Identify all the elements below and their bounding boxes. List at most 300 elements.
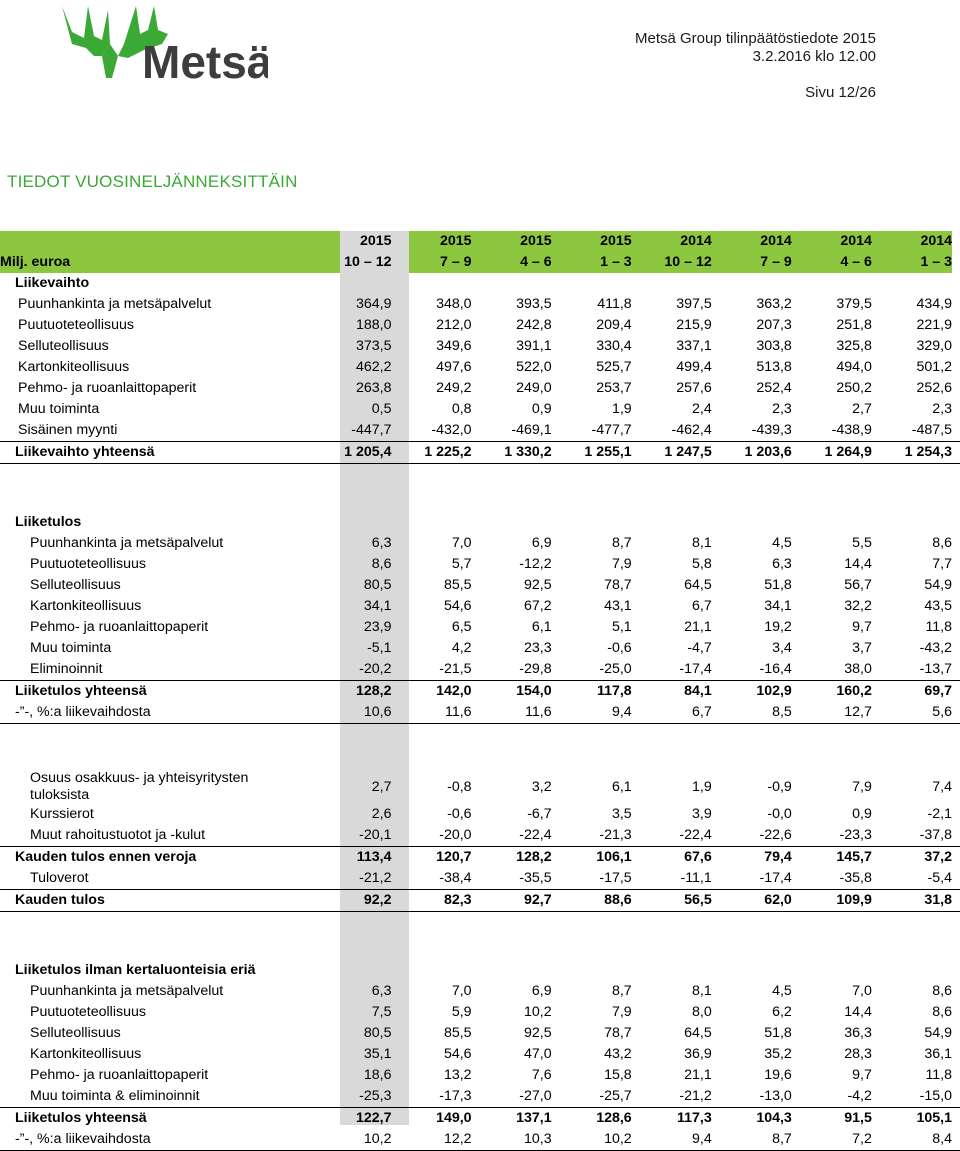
spacer-cell (0, 464, 960, 513)
document-date: 3.2.2016 klo 12.00 (752, 48, 876, 65)
value-cell: 21,1 (684, 619, 712, 635)
value-cell: -0,9 (767, 778, 792, 795)
value-cell: 2,3 (932, 401, 952, 417)
value-cell: 6,7 (692, 598, 712, 614)
value-cell: 188,0 (356, 317, 392, 333)
value-cell: 54,9 (924, 1025, 952, 1041)
value-cell: 8,1 (692, 535, 712, 551)
value-cell: 411,8 (597, 296, 632, 312)
value-cell: 501,2 (916, 359, 952, 375)
value-cell: -5,1 (367, 640, 392, 656)
row-label: Puutuoteteollisuus (30, 556, 146, 572)
value-cell: 43,5 (924, 598, 952, 614)
total-value: 122,7 (332, 1108, 400, 1130)
value-cell: 2,7 (371, 778, 392, 795)
value-cell: -0,0 (767, 806, 792, 822)
value-cell: -22,4 (679, 827, 712, 843)
total-value: 88,6 (560, 890, 640, 912)
value-cell: 212,0 (436, 317, 472, 333)
total-value: 117,3 (640, 1108, 720, 1130)
total-value: 1 254,3 (880, 442, 960, 464)
value-cell: -439,3 (751, 422, 792, 438)
value-cell: -20,0 (439, 827, 472, 843)
value-cell: 7,0 (852, 983, 872, 999)
value-cell: 5,1 (611, 619, 632, 635)
value-cell: 23,9 (363, 619, 392, 635)
table-row (0, 533, 960, 554)
quarter-header: 10 – 12 (344, 254, 392, 270)
total-label: Liiketulos yhteensä (0, 681, 332, 703)
table-row (0, 617, 960, 638)
value-cell: 4,2 (451, 640, 472, 656)
table-row (0, 770, 960, 804)
value-cell: 434,9 (916, 296, 952, 312)
value-cell: 4,5 (772, 535, 792, 551)
value-cell: 3,7 (852, 640, 872, 656)
row-label: Kurssierot (30, 806, 94, 822)
value-cell: 4,5 (772, 983, 792, 999)
value-cell: 36,3 (844, 1025, 872, 1041)
value-cell: 8,7 (611, 535, 632, 551)
row-label: Muu toiminta & eliminoinnit (30, 1088, 200, 1104)
value-cell: 6,9 (531, 535, 552, 551)
total-label: -”-, %:a liikevaihdosta (0, 1129, 332, 1151)
value-cell: 92,5 (524, 577, 552, 593)
value-cell: 6,3 (371, 535, 392, 551)
value-cell: 221,9 (916, 317, 952, 333)
value-cell: 6,3 (371, 983, 392, 999)
value-cell: 3,4 (772, 640, 792, 656)
block-title: Liiketulos ilman kertaluonteisia eriä (15, 962, 256, 978)
value-cell: -4,7 (687, 640, 712, 656)
spacer-cell (0, 912, 960, 961)
spacer-row (0, 912, 960, 961)
value-cell: -21,5 (439, 661, 472, 677)
value-cell: 215,9 (676, 317, 712, 333)
row-label: Muu toiminta (18, 401, 100, 417)
row-label: Sisäinen myynti (18, 422, 118, 438)
total-value: 109,9 (800, 890, 880, 912)
value-cell: -22,6 (759, 827, 792, 843)
quarter-header: 10 – 12 (664, 254, 712, 270)
value-cell: 364,9 (356, 296, 392, 312)
total-value: 9,4 (640, 1129, 720, 1151)
value-cell: 209,4 (596, 317, 632, 333)
quarter-header: 1 – 3 (600, 254, 632, 270)
row-label: Pehmo- ja ruoanlaittopaperit (30, 1067, 209, 1083)
value-cell: 8,6 (932, 1004, 952, 1020)
value-cell: 7,9 (611, 556, 632, 572)
value-cell: 5,5 (852, 535, 872, 551)
total-value: 142,0 (400, 681, 480, 703)
value-cell: 0,5 (371, 401, 392, 417)
value-cell: 1,9 (611, 401, 632, 417)
value-cell: 19,2 (764, 619, 792, 635)
value-cell: 2,7 (852, 401, 872, 417)
value-cell: 391,1 (516, 338, 552, 354)
value-cell: -0,6 (447, 806, 472, 822)
total-value: 12,7 (800, 702, 880, 724)
value-cell: 28,3 (844, 1046, 872, 1062)
value-cell: -17,4 (679, 661, 712, 677)
value-cell: -0,8 (447, 778, 472, 795)
value-cell: -15,0 (919, 1088, 952, 1104)
value-cell: 0,9 (531, 401, 552, 417)
total-value: 31,8 (880, 890, 960, 912)
value-cell: -477,7 (591, 422, 632, 438)
value-cell: 34,1 (363, 598, 392, 614)
value-cell: 252,4 (756, 380, 792, 396)
value-cell: 5,9 (451, 1004, 472, 1020)
value-cell: 38,0 (844, 661, 872, 677)
total-value: -11,1 (680, 870, 712, 886)
total-value: 11,6 (400, 702, 480, 724)
total-value: 37,2 (880, 847, 960, 869)
row-label: Pehmo- ja ruoanlaittopaperit (30, 619, 209, 635)
total-value: 154,0 (480, 681, 560, 703)
moose-antler-icon (58, 4, 268, 84)
total-value: 10,2 (332, 1129, 400, 1151)
document-header (635, 30, 876, 102)
value-cell: -4,2 (847, 1088, 872, 1104)
total-value: 1 205,4 (332, 442, 400, 464)
total-row (0, 702, 960, 724)
value-cell: 7,7 (932, 556, 952, 572)
value-cell: 9,7 (852, 619, 872, 635)
total-label: Liiketulos yhteensä (0, 1108, 332, 1130)
value-cell: 8,6 (371, 556, 392, 572)
value-cell: 0,9 (852, 806, 872, 822)
year-header: 2015 (520, 233, 552, 249)
total-row (0, 847, 960, 869)
value-cell: -13,7 (919, 661, 952, 677)
value-cell: 67,2 (524, 598, 552, 614)
table-row (0, 378, 960, 399)
value-cell: 80,5 (363, 577, 392, 593)
value-cell: 80,5 (363, 1025, 392, 1041)
total-value: 6,7 (640, 702, 720, 724)
value-cell: 250,2 (836, 380, 872, 396)
value-cell: 9,7 (852, 1067, 872, 1083)
total-value: 1 203,6 (720, 442, 800, 464)
table-row (0, 1065, 960, 1086)
value-cell: 35,2 (764, 1046, 792, 1062)
value-cell: 397,5 (676, 296, 712, 312)
metsa-logo (58, 4, 268, 84)
total-value: 5,6 (880, 702, 960, 724)
value-cell: 32,2 (844, 598, 872, 614)
total-value: 8,5 (720, 702, 800, 724)
value-cell: 78,7 (604, 577, 632, 593)
quarter-header: 1 – 3 (920, 254, 952, 270)
row-label: Selluteollisuus (30, 577, 121, 593)
total-row (0, 868, 960, 890)
total-label: -”-, %:a liikevaihdosta (0, 702, 332, 724)
value-cell: -21,3 (599, 827, 632, 843)
value-cell: 513,8 (756, 359, 792, 375)
value-cell: 253,7 (596, 380, 632, 396)
row-label: Kartonkiteollisuus (30, 598, 142, 614)
year-header: 2014 (920, 233, 952, 249)
value-cell: 303,8 (756, 338, 792, 354)
total-value: 1 255,1 (560, 442, 640, 464)
value-cell: 11,8 (925, 619, 952, 635)
total-row (0, 1129, 960, 1151)
value-cell: 51,8 (764, 577, 792, 593)
total-row (0, 890, 960, 912)
unit-label: Milj. euroa (0, 254, 71, 270)
total-value: 67,6 (640, 847, 720, 869)
value-cell: 85,5 (443, 577, 472, 593)
value-cell: -25,7 (599, 1088, 632, 1104)
table-row (0, 554, 960, 575)
total-value: -5,4 (927, 870, 952, 886)
value-cell: 6,1 (611, 778, 632, 795)
block-title-row (0, 273, 960, 294)
total-value: -21,2 (359, 870, 392, 886)
row-label: Eliminoinnit (30, 661, 103, 677)
quarter-header: 4 – 6 (840, 254, 872, 270)
total-value: 120,7 (400, 847, 480, 869)
value-cell: -25,3 (359, 1088, 392, 1104)
row-label: Muut rahoitustuotot ja -kulut (30, 827, 206, 843)
year-header: 2015 (359, 233, 392, 249)
value-cell: 497,6 (436, 359, 472, 375)
value-cell: 47,0 (524, 1046, 552, 1062)
value-cell: 7,5 (371, 1004, 392, 1020)
row-label: Puutuoteteollisuus (18, 317, 134, 333)
quarter-header: 4 – 6 (520, 254, 552, 270)
table-row (0, 294, 960, 315)
quarterly-table (0, 231, 960, 1151)
row-label: Puutuoteteollisuus (30, 1004, 146, 1020)
document-title: Metsä Group tilinpäätöstiedote 2015 (635, 30, 876, 47)
total-value: 1 330,2 (480, 442, 560, 464)
total-value: -35,5 (519, 870, 552, 886)
value-cell: -2,1 (927, 806, 952, 822)
value-cell: 252,6 (916, 380, 952, 396)
value-cell: 85,5 (443, 1025, 472, 1041)
table-row (0, 1002, 960, 1023)
value-cell: 337,1 (676, 338, 712, 354)
value-cell: 379,5 (836, 296, 872, 312)
value-cell: 14,4 (844, 1004, 872, 1020)
total-value: 137,1 (480, 1108, 560, 1130)
year-header: 2014 (760, 233, 792, 249)
value-cell: 363,2 (756, 296, 792, 312)
table-row (0, 1086, 960, 1108)
total-value: 7,2 (800, 1129, 880, 1151)
value-cell: 10,2 (524, 1004, 552, 1020)
value-cell: 5,7 (451, 556, 472, 572)
total-label: Liikevaihto yhteensä (0, 442, 332, 464)
row-label: Kartonkiteollisuus (30, 1046, 142, 1062)
quarter-header: 7 – 9 (760, 254, 792, 270)
value-cell: 36,1 (924, 1046, 952, 1062)
value-cell: 263,8 (356, 380, 392, 396)
total-value: 92,7 (480, 890, 560, 912)
value-cell: -21,2 (679, 1088, 712, 1104)
row-label: Puunhankinta ja metsäpalvelut (18, 296, 212, 312)
value-cell: 0,8 (451, 401, 472, 417)
value-cell: -20,2 (359, 661, 392, 677)
value-cell: 64,5 (684, 1025, 712, 1041)
value-cell: -37,8 (919, 827, 952, 843)
total-value: 105,1 (880, 1108, 960, 1130)
table-row (0, 804, 960, 825)
value-cell: 18,6 (363, 1067, 392, 1083)
value-cell: 78,7 (604, 1025, 632, 1041)
value-cell: 15,8 (604, 1067, 632, 1083)
total-row (0, 681, 960, 703)
value-cell: 23,3 (524, 640, 552, 656)
value-cell: -469,1 (511, 422, 552, 438)
value-cell: -6,7 (527, 806, 552, 822)
total-value: 149,0 (400, 1108, 480, 1130)
value-cell: 2,3 (772, 401, 792, 417)
total-value: 113,4 (332, 847, 400, 869)
value-cell: 6,2 (772, 1004, 792, 1020)
header-row-years (0, 231, 960, 252)
value-cell: 330,4 (596, 338, 632, 354)
value-cell: 393,5 (516, 296, 552, 312)
value-cell: 43,2 (604, 1046, 632, 1062)
value-cell: 21,1 (684, 1067, 712, 1083)
value-cell: 2,4 (692, 401, 712, 417)
table-row (0, 1044, 960, 1065)
value-cell: 325,8 (836, 338, 872, 354)
value-cell: 6,9 (531, 983, 552, 999)
value-cell: 8,7 (611, 983, 632, 999)
total-value: -17,5 (599, 870, 632, 886)
value-cell: 54,6 (443, 598, 472, 614)
table-row (0, 315, 960, 336)
value-cell: 499,4 (676, 359, 712, 375)
value-cell: 249,0 (516, 380, 552, 396)
total-value: 82,3 (400, 890, 480, 912)
block-title-row (0, 960, 960, 981)
block-title-row (0, 512, 960, 533)
quarter-header: 7 – 9 (440, 254, 472, 270)
value-cell: 51,8 (764, 1025, 792, 1041)
total-value: 128,2 (332, 681, 400, 703)
total-value: 56,5 (640, 890, 720, 912)
value-cell: -22,4 (519, 827, 552, 843)
value-cell: 8,6 (932, 535, 952, 551)
total-label: Kauden tulos (0, 890, 332, 912)
row-label: Puunhankinta ja metsäpalvelut (30, 535, 224, 551)
value-cell: -462,4 (671, 422, 712, 438)
value-cell: -29,8 (519, 661, 552, 677)
total-value: 84,1 (640, 681, 720, 703)
value-cell: 19,6 (764, 1067, 792, 1083)
block-title: Liikevaihto (15, 275, 90, 291)
value-cell: 8,1 (692, 983, 712, 999)
value-cell: 522,0 (516, 359, 552, 375)
total-label: Kauden tulos ennen veroja (0, 847, 332, 869)
value-cell: 7,9 (852, 778, 872, 795)
value-cell: 14,4 (844, 556, 872, 572)
value-cell: -432,0 (431, 422, 472, 438)
value-cell: 6,1 (531, 619, 552, 635)
total-value: -38,4 (439, 870, 472, 886)
value-cell: -13,0 (759, 1088, 792, 1104)
total-value: 10,3 (480, 1129, 560, 1151)
value-cell: 7,0 (451, 983, 472, 999)
total-value: 92,2 (332, 890, 400, 912)
total-value: 160,2 (800, 681, 880, 703)
value-cell: 349,6 (436, 338, 472, 354)
value-cell: 11,8 (925, 1067, 952, 1083)
total-value: 128,2 (480, 847, 560, 869)
spacer-row (0, 464, 960, 513)
year-header: 2015 (440, 233, 472, 249)
value-cell: 329,0 (916, 338, 952, 354)
row-label: Selluteollisuus (18, 338, 109, 354)
value-cell: 7,9 (611, 1004, 632, 1020)
value-cell: 257,6 (676, 380, 712, 396)
value-cell: -17,3 (439, 1088, 472, 1104)
value-cell: -447,7 (351, 422, 392, 438)
value-cell: -0,6 (607, 640, 632, 656)
value-cell: 5,8 (692, 556, 712, 572)
year-header: 2014 (680, 233, 712, 249)
value-cell: 3,5 (611, 806, 632, 822)
value-cell: 207,3 (756, 317, 792, 333)
value-cell: 348,0 (436, 296, 472, 312)
value-cell: -12,2 (519, 556, 552, 572)
table-row (0, 336, 960, 357)
row-label: Muu toiminta (30, 640, 112, 656)
total-value: 10,2 (560, 1129, 640, 1151)
table-row (0, 659, 960, 681)
value-cell: 494,0 (836, 359, 872, 375)
total-value: 8,7 (720, 1129, 800, 1151)
value-cell: -487,5 (911, 422, 952, 438)
value-cell: -23,3 (839, 827, 872, 843)
value-cell: -16,4 (759, 661, 792, 677)
total-value: 8,4 (880, 1129, 960, 1151)
value-cell: 8,6 (932, 983, 952, 999)
total-value: 12,2 (400, 1129, 480, 1151)
total-value: -17,4 (759, 870, 792, 886)
row-label: Kartonkiteollisuus (18, 359, 130, 375)
total-value: 102,9 (720, 681, 800, 703)
spacer-row (0, 724, 960, 771)
value-cell: 13,2 (443, 1067, 472, 1083)
year-header: 2015 (600, 233, 632, 249)
value-cell: -25,0 (599, 661, 632, 677)
value-cell: 7,4 (932, 778, 952, 795)
total-value: 145,7 (800, 847, 880, 869)
total-row (0, 1108, 960, 1130)
row-label: Selluteollisuus (30, 1025, 121, 1041)
value-cell: 3,9 (692, 806, 712, 822)
total-value: 106,1 (560, 847, 640, 869)
value-cell: 54,9 (924, 577, 952, 593)
section-title: TIEDOT VUOSINELJÄNNEKSITTÄIN (7, 172, 298, 191)
row-label: Puunhankinta ja metsäpalvelut (30, 983, 224, 999)
spacer-cell (0, 724, 960, 771)
year-header: 2014 (840, 233, 872, 249)
total-value: 104,3 (720, 1108, 800, 1130)
total-value: 128,6 (560, 1108, 640, 1130)
total-row (0, 442, 960, 464)
value-cell: -43,2 (919, 640, 952, 656)
value-cell: 7,6 (531, 1067, 552, 1083)
value-cell: 92,5 (524, 1025, 552, 1041)
header-row-quarters (0, 252, 960, 273)
